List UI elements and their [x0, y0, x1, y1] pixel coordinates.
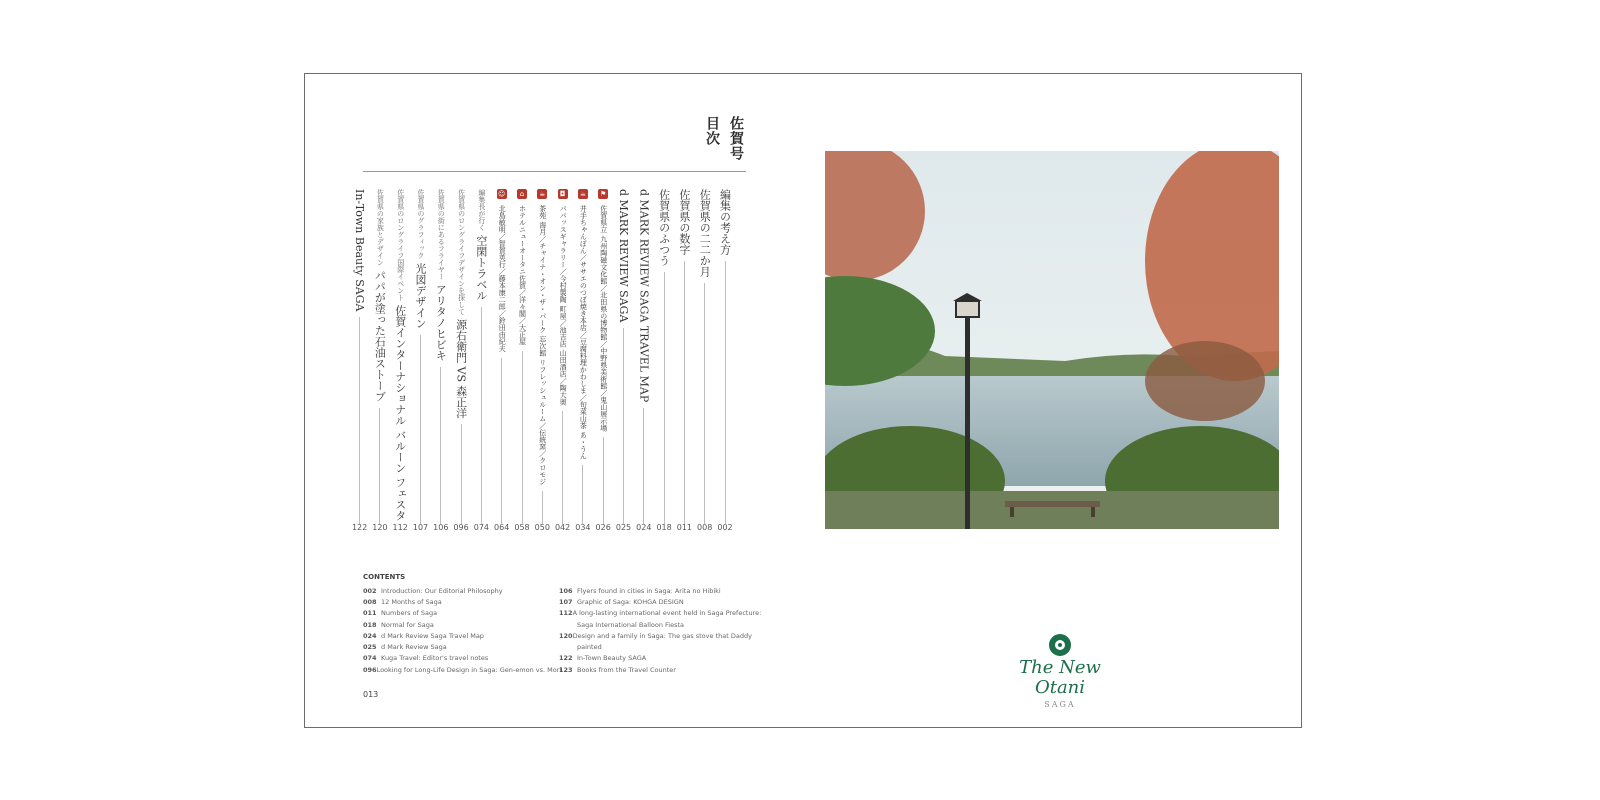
leader-rule — [684, 261, 685, 524]
toc-entry — [453, 189, 469, 524]
toc-entry-title: 井手ちゃんぽん／ササエのつぼ焼き本店／豆腐料理かわしま／旬菜山茶 あ・うん — [579, 205, 588, 460]
contents-row — [559, 641, 749, 652]
toc-entry — [494, 189, 510, 524]
leader-rule — [623, 328, 624, 524]
leader-rule — [501, 358, 502, 524]
toc-entry — [433, 189, 449, 524]
contents-page-number: 074 — [363, 654, 377, 663]
toc-entry-title: 源右衛門 VS 森正洋 — [454, 319, 468, 419]
toc-entry — [656, 189, 672, 524]
contents-row — [363, 630, 553, 641]
toc-entry — [575, 189, 591, 524]
magazine-spread — [304, 73, 1302, 728]
toc-entry-subtitle: 佐賀県の街にあるフライヤー — [437, 189, 446, 280]
leader-rule — [725, 261, 726, 524]
toc-entry — [717, 189, 733, 524]
toc-page-number: 122 — [351, 523, 368, 532]
contents-title: Normal for Saga — [381, 620, 434, 629]
contents-title: Introduction: Our Editorial Philosophy — [381, 586, 503, 595]
toc-entry — [392, 189, 408, 524]
toc-entry — [352, 189, 368, 524]
toc-entry-subtitle: 佐賀県のロングライフ国際イベント — [396, 189, 405, 301]
toc-entry-title: 佐賀インターナショナル バルーン フェスタ — [393, 305, 407, 521]
toc-page-number: 064 — [494, 523, 510, 532]
toc-page-number: 008 — [697, 523, 713, 532]
contents-row — [363, 585, 553, 596]
leader-rule — [359, 317, 360, 524]
toc-subtitle: 目次 — [704, 116, 720, 146]
contents-row — [559, 664, 749, 675]
leader-rule — [562, 411, 563, 524]
toc-entry — [473, 189, 489, 524]
leader-rule — [440, 367, 441, 524]
toc-entry-title: パパッスギャラリー／今村製陶 町屋／池吉店 山田酒店／陶大奥 — [559, 205, 568, 406]
toc-entry-subtitle: 佐賀県のロングライフデザインを探して — [457, 189, 466, 315]
contents-row — [363, 641, 553, 652]
toc-entry-title: 佐賀県のふつう — [657, 189, 671, 266]
hotel-emblem-icon — [1049, 634, 1071, 656]
contents-title: Books from the Travel Counter — [577, 665, 676, 674]
contents-row — [559, 608, 762, 619]
contents-page-number: 011 — [363, 609, 377, 618]
leader-rule — [420, 335, 421, 524]
contents-heading: CONTENTS — [363, 573, 406, 581]
toc-entry-title: 編集の考え方 — [718, 189, 732, 255]
toc-page-number: 002 — [717, 523, 733, 532]
contents-row — [363, 596, 553, 607]
contents-list-right — [559, 585, 762, 675]
contents-row — [363, 653, 553, 664]
category-cup-icon: ☕ — [539, 190, 546, 198]
toc-page-number: 050 — [534, 523, 550, 532]
contents-page-number: 096 — [363, 665, 377, 674]
toc-entry-title: 佐賀県の二二か月 — [698, 189, 712, 277]
contents-title: 12 Months of Saga — [381, 597, 442, 606]
contents-row — [559, 596, 749, 607]
title-rule — [363, 171, 746, 172]
contents-title: painted — [577, 643, 602, 652]
category-person-icon: ☺ — [498, 190, 506, 198]
contents-title: Graphic of Saga: KOHGA DESIGN — [577, 597, 684, 606]
toc-entry-title: 茶苑 海月／チャイナ・オン・ザ・パーク 忘次館 リフレッシュルーム／伝統窯／クロモジ — [538, 205, 547, 485]
leader-rule — [379, 408, 380, 524]
contents-row — [363, 608, 553, 619]
page-number: 013 — [363, 690, 379, 699]
contents-title: In-Town Beauty SAGA — [577, 654, 647, 663]
toc-entry — [534, 189, 550, 524]
toc-entry-subtitle: 編集長が行く — [477, 189, 486, 231]
contents-list-left — [363, 585, 562, 675]
toc-page-number: 107 — [412, 523, 429, 532]
contents-title: Flyers found in cities in Saga: Arita no Hibiki — [577, 586, 721, 595]
toc-page-number: 112 — [392, 523, 408, 532]
toc-entry-subtitle: 佐賀県のグラフィック — [417, 189, 425, 259]
toc-page-number: 025 — [615, 523, 632, 532]
contents-row — [363, 664, 562, 675]
toc-entry-title: パパが塗った石油ストーブ — [373, 270, 387, 402]
toc-entry — [636, 189, 652, 524]
lake-photo — [825, 151, 1279, 529]
logo-sub: SAGA — [1044, 699, 1076, 709]
contents-page-number: 106 — [559, 586, 573, 595]
toc-entry-title: 佐賀県立 九州陶磁文化館／北田県の博物館／中野県美術館／鬼山展示場 — [599, 205, 608, 432]
contents-page-number: 024 — [363, 631, 377, 640]
leader-rule — [643, 408, 644, 524]
leader-rule — [603, 437, 604, 524]
contents-title: Looking for Long-Life Design in Saga: Gen-emon vs. Mori — [376, 665, 562, 674]
leader-rule — [664, 272, 665, 524]
contents-page-number: 122 — [559, 654, 573, 663]
category-cup-icon: ☕ — [579, 190, 587, 198]
toc-entry — [514, 189, 530, 524]
toc-entry-title: ホテルニューオータニ佐賀／洋々閣／大正屋 — [518, 205, 527, 345]
toc-entry — [595, 189, 611, 524]
contents-title: Kuga Travel: Editor's travel notes — [381, 654, 489, 663]
toc-page-number: 074 — [473, 523, 490, 532]
toc-page-number: 042 — [554, 523, 571, 532]
category-flag-icon: ⚑ — [600, 190, 607, 198]
contents-title: A long-lasting international event held in Saga Prefecture: — [572, 609, 762, 618]
contents-page-number: 107 — [559, 597, 573, 606]
toc-entry — [697, 189, 713, 524]
contents-row — [559, 585, 749, 596]
contents-page-number: 025 — [363, 643, 377, 652]
toc-entry — [616, 189, 632, 524]
toc-entry — [372, 189, 388, 524]
category-bag-icon: ◘ — [558, 189, 568, 199]
toc-page-number: 106 — [433, 523, 449, 532]
new-otani-logo — [1000, 634, 1120, 709]
leader-rule — [542, 491, 543, 524]
contents-row — [559, 653, 749, 664]
leader-rule — [704, 283, 705, 524]
contents-title: d Mark Review Saga Travel Map — [381, 631, 484, 640]
contents-page-number: 018 — [363, 620, 377, 629]
category-house-icon: ⌂ — [517, 189, 527, 199]
contents-title: Saga International Balloon Fiesta — [577, 620, 685, 629]
toc-page-number: 120 — [372, 523, 388, 532]
toc-entry-title: 光図デザイン — [414, 263, 427, 329]
toc-entry-title: 佐賀県の数字 — [677, 189, 691, 255]
leader-rule — [481, 307, 482, 524]
contents-page-number: 002 — [363, 586, 377, 595]
contents-title: Design and a family in Saga: The gas stove that Daddy — [572, 631, 752, 640]
toc-entry — [555, 189, 571, 524]
toc-entry-title: アリタノヒビキ — [434, 284, 448, 361]
toc-page-number: 096 — [453, 523, 469, 532]
contents-row — [363, 619, 553, 630]
toc-page-number: 026 — [595, 523, 611, 532]
toc-entry — [413, 189, 429, 524]
toc-entry — [676, 189, 692, 524]
toc-entry-subtitle: 佐賀県の家族とデザイン — [376, 189, 385, 266]
contents-row — [559, 619, 749, 630]
leader-rule — [582, 465, 583, 524]
leader-rule — [461, 424, 462, 524]
contents-page-number: 112 — [559, 609, 573, 618]
logo-name: The New Otani — [1019, 657, 1101, 698]
toc-page-number: 034 — [575, 523, 591, 532]
contents-title: Numbers of Saga — [381, 609, 438, 618]
toc-entry-title: In-Town Beauty SAGA — [353, 189, 367, 312]
toc-page-number: 018 — [656, 523, 672, 532]
toc-entry-title: d MARK REVIEW SAGA — [617, 189, 630, 323]
toc-entry-title: 空閑トラベル — [474, 235, 488, 301]
toc-title: 佐賀号 — [728, 116, 744, 161]
leader-rule — [522, 351, 523, 524]
toc-entry-title: d MARK REVIEW SAGA TRAVEL MAP — [637, 189, 651, 403]
toc-entry-title: 北島敏明／智賀英行／藤本康二郎／鈴田由紀夫 — [498, 205, 507, 352]
contents-page-number: 008 — [363, 597, 377, 606]
contents-page-number: 120 — [559, 631, 573, 640]
contents-row — [559, 630, 752, 641]
contents-page-number: 123 — [559, 665, 573, 674]
contents-title: d Mark Review Saga — [381, 643, 447, 652]
toc-page-number: 011 — [676, 523, 693, 532]
toc-page-number: 058 — [514, 523, 530, 532]
toc-page-number: 024 — [636, 523, 652, 532]
